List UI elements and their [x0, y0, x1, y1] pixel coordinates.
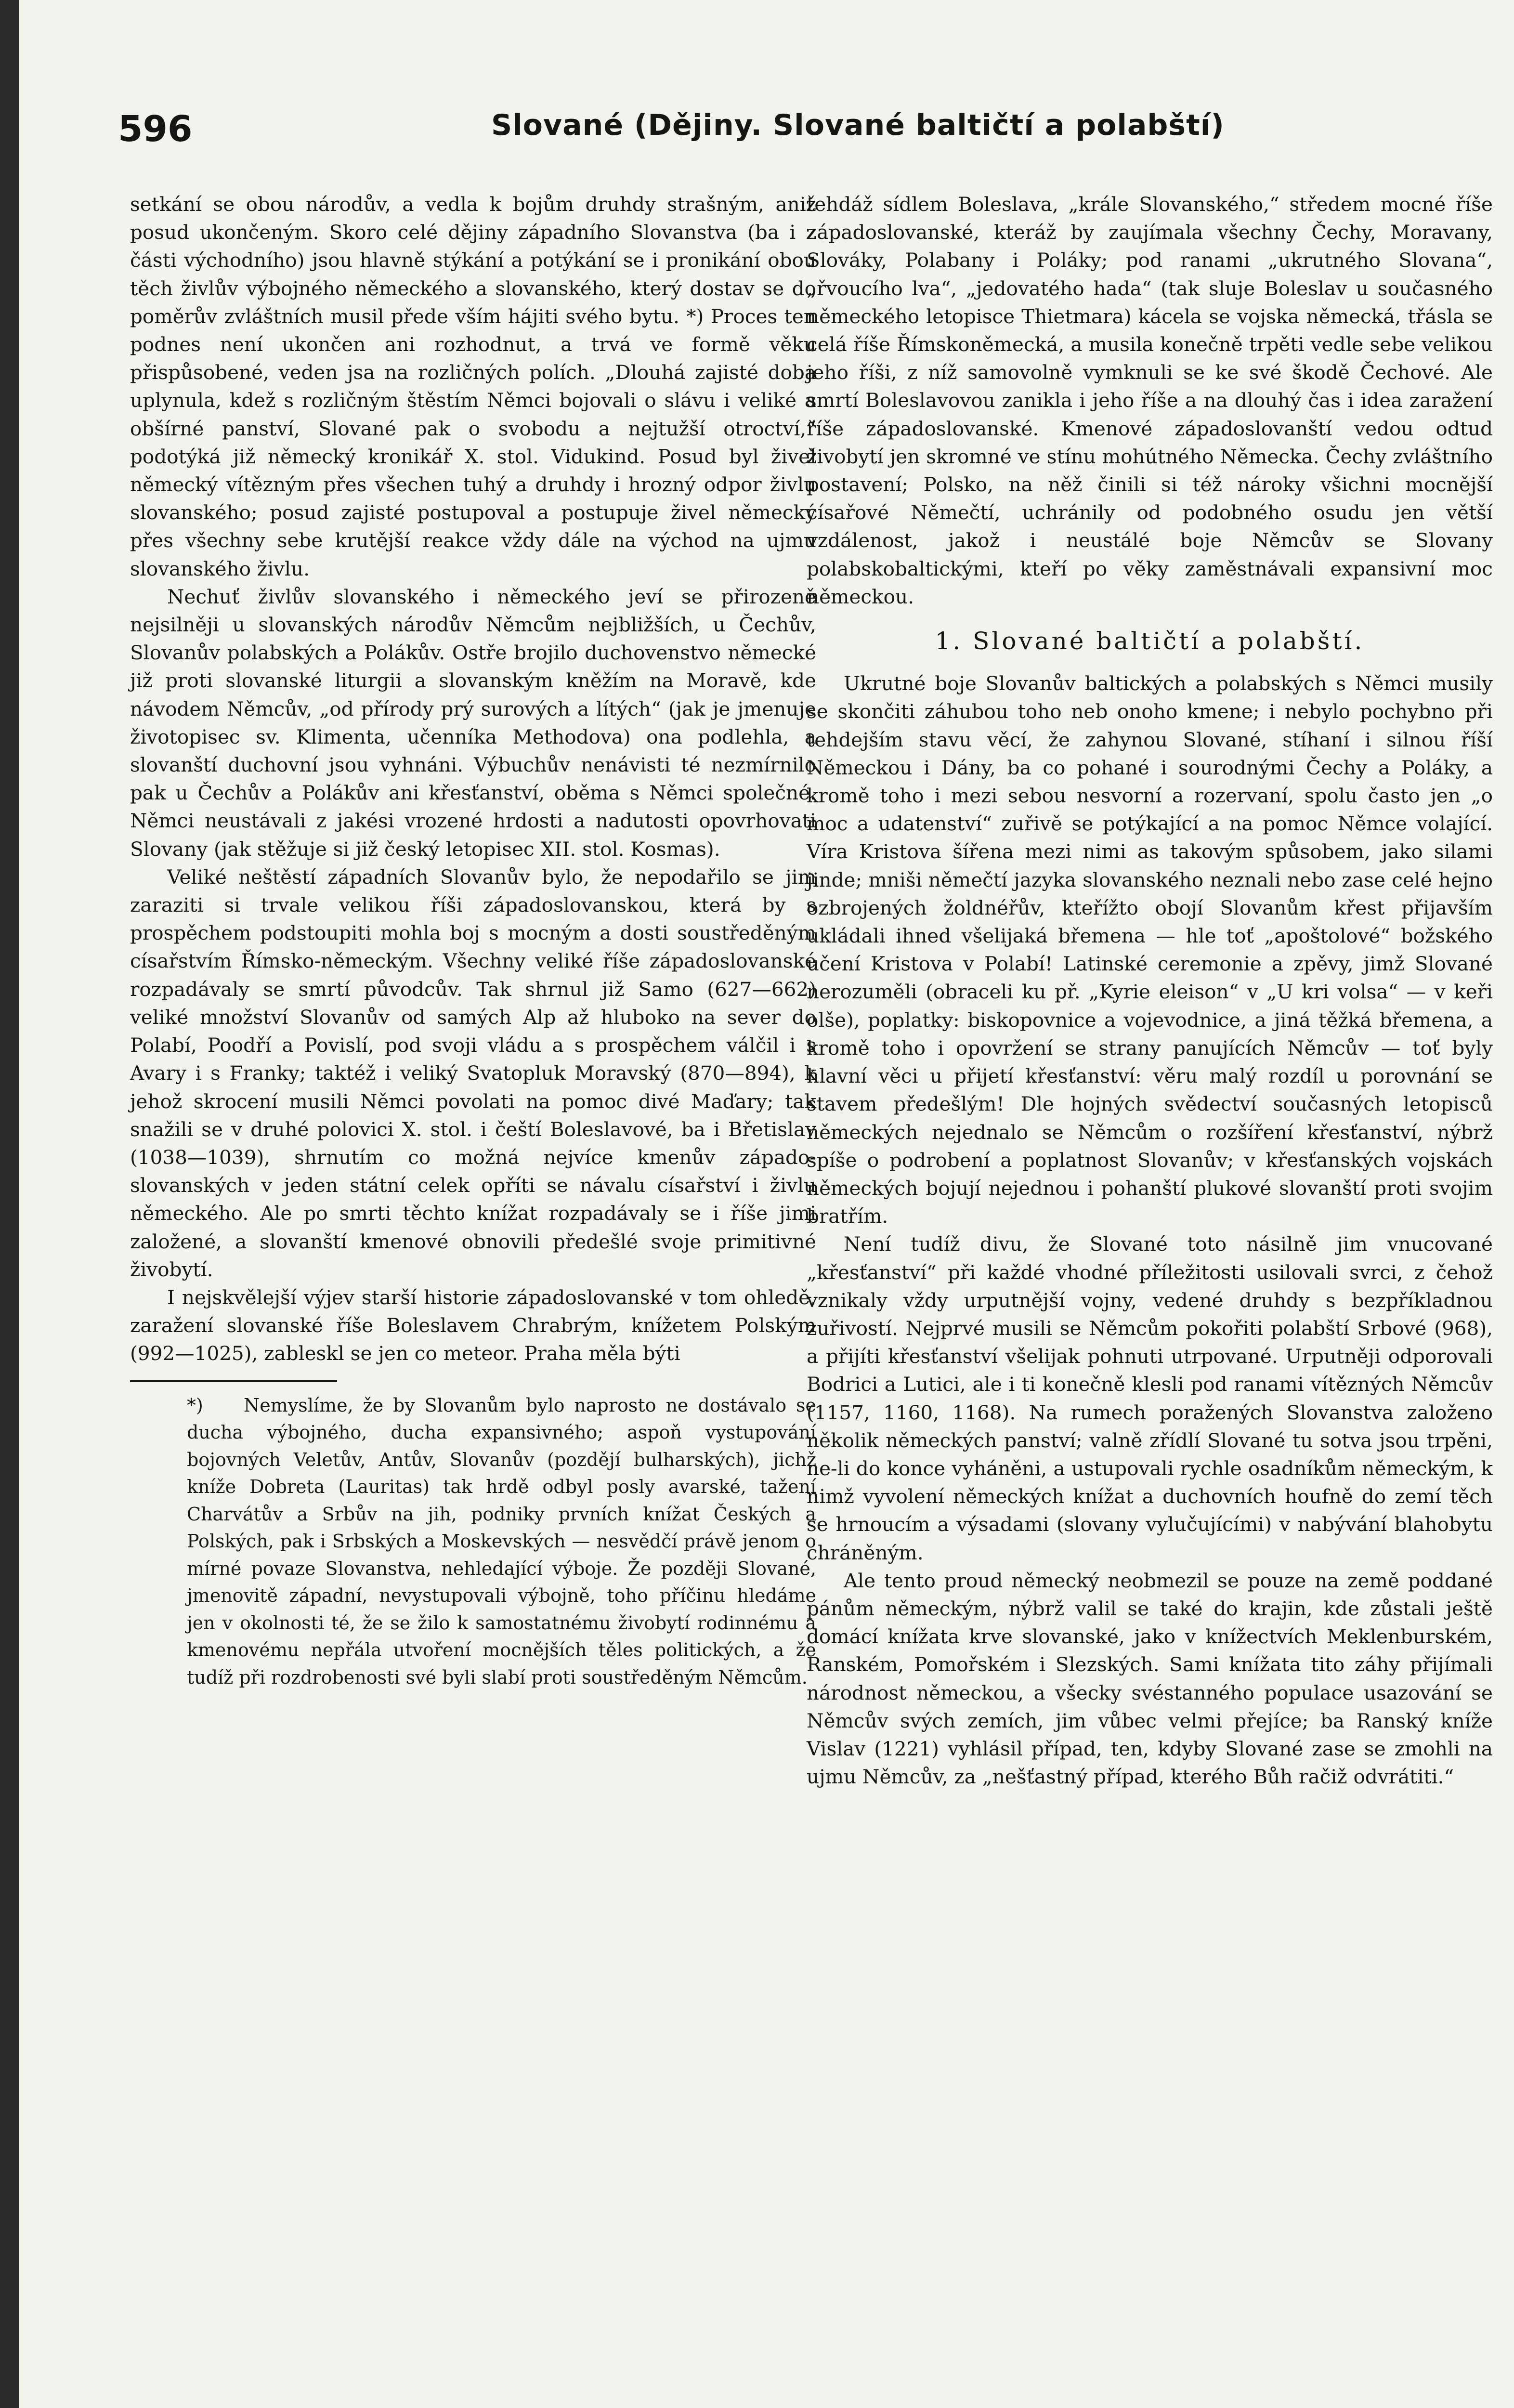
footnote-rule — [130, 1380, 337, 1382]
right-column — [807, 190, 1493, 1791]
paragraph: Ale tento proud německý neobmezil se pouze na země poddané pánům německým, nýbrž valil se také do krajin, kde zůstali ještě domácí knížata krve slovanské, jako v knížectvích Meklenburském, Ranském, Pomořském i Slezských. Sami knížata tito záhy přijímali národnost německou, a všecky svéstanného populace usazování se Němcův svých zemích, jim vůbec velmi přejíce; ba Ranský kníže Vislav (1221) vyhlásil případ, ten, kdyby Slované zase se zmohli na ujmu Němcův, za „nešťastný případ, kterého Bůh račiž odvrátiti.“ — [807, 1569, 1493, 1789]
paragraph: I nejskvělejší výjev starší historie západoslovanské v tom ohledě, zaražení slovanské říše Boleslavem Chrabrým, knížetem Polským (992—1025), zableskl se jen co meteor. Praha měla býti — [130, 1285, 816, 1365]
footnote — [130, 1392, 816, 1691]
paragraph: tehdáž sídlem Boleslava, „krále Slovanského,“ středem mocné říše západoslovanské, kteráž by zaujímala všechny Čechy, Moravany, Slováky, Polabany i Poláky; pod ranami „ukrutného Slovana“, „řvoucího lva“, „jedovatého hada“ (tak sluje Boleslav u současného německého letopisce Thietmara) kácela se vojska německá, třásla se celá říše Římskoněmecká, a musila konečně trpěti vedle sebe velikou jeho říši, z níž samovolně vymknuli se ke své škodě Čechové. Ale smrtí Boleslavovou zanikla i jeho říše a na dlouhý čas i idea zaražení říše západoslovanské. Kmenové západoslovanští vedou odtud živobytí jen skromné ve stínu mohútného Německa. Čechy zvláštního postavení; Polsko, na něž činili si též nároky všichni mocnější císařové Němečtí, uchránily od podobného osudu jen větší vzdálenost, jakož i neustálé boje Němcův se Slovany polabskobaltickými, kteří po věky zaměstnávali expansivní moc německou. — [807, 193, 1493, 608]
page-number: 596 — [118, 108, 193, 150]
footnote-text: Nemyslíme, že by Slovanům bylo naprosto ne dostávalo se ducha výbojného, ducha expansivného; aspoň vystupování bojovných Veletův, Antův, Slovanův (pozdějí bulharských), jichž kníže Dobreta (Lauritas) tak hrdě odbyl posly avarské, tažení Charvátův a Srbův na jih, podniky prvních knížat Českých a Polských, pak i Srbských a Moskevských — nesvědčí právě jenom o mírné povaze Slovanstva, nehledající výboje. Že později Slované, jmenovitě západní, nevystupovali výbojně, toho příčinu hledáme jen v okolnosti té, že se žilo k samostatnému živobytí rodinnému a kmenovému nepřála utvoření mocnějších těles politických, a že tudíž při rozdrobenosti své byli slabí proti soustředěným Němcům. — [187, 1394, 816, 1688]
footnote-mark: *) — [187, 1394, 203, 1416]
section-heading: 1. Slované baltičtí a polabští. — [935, 627, 1365, 655]
paragraph: Není tudíž divu, že Slované toto násilně jim vnucované „křesťanství“ při každé vhodné příležitosti usilovali svrci, z čehož vznikaly vždy urputnější vojny, vedené druhdy s bezpříkladnou zuřivostí. Nejprvé musili se Němcům pokořiti polabští Srbové (968), a přijíti křesťanství všelijak pohnuti utrpované. Urputněji odporovali Bodrici a Lutici, ale i ti konečně klesli pod ranami vítězných Němcův (1157, 1160, 1168). Na rumech poražených Slovanstva založeno několik německých panství; valně zřídlí Slované tu sotva jsou trpěni, ne-li do konce vyháněni, a ustupovali rychle osadníkům německým, k nimž vyvolení německých knížat a duchovních houfně do zemí těch se hrnoucím a výsadami (slovany vylučujícími) v nabývání blahobytu chráněným. — [807, 1232, 1493, 1564]
left-column — [130, 190, 816, 1691]
scan-edge-shadow — [0, 0, 19, 2408]
paragraph: Nechuť živlův slovanského i německého jeví se přirozeně nejsilněji u slovanských národův Němcům nejbližších, u Čechův, Slovanův polabských a Polákův. Ostře brojilo duchovenstvo německé již proti slovanské liturgii a slovanským kněžím na Moravě, kde návodem Němcův, „od přírody prý surových a lítých“ (jak je jmenuje životopisec sv. Klimenta, učenníka Methodova) ona podlehla, a slovanští duchovní jsou vyhnáni. Výbuchův nenávisti té nezmírnilo pak u Čechův a Polákův ani křesťanství, oběma s Němci společné. Němci neustávali z jakési vrozené hrdosti a nadutosti opovrhovati Slovany (jak stěžuje si již český letopisec XII. stol. Kosmas). — [130, 585, 816, 861]
page-header — [0, 108, 1514, 161]
running-head: Slované (Dějiny. Slované baltičtí a polabští) — [491, 108, 1225, 142]
paragraph: Ukrutné boje Slovanův baltických a polabských s Němci musily se skončiti záhubou toho neb onoho kmene; i nebylo pochybno při tehdejším stavu věcí, že zahynou Slované, stíhaní i silnou říší Německou i Dány, ba co pohané i sourodnými Čechy a Poláky, a kromě toho i mezi sebou nesvorní a rozervaní, spolu často jen „o moc a udatenství“ zuřivě se potýkající a na pomoc Němce volající. Víra Kristova šířena mezi nimi as takovým spůsobem, jako silami jinde; mniši němečtí jazyka slovanského neznali nebo zase celé hejno ozbrojených žoldnéřův, kteřížto obojí Slovanům křest přijavším ukládali ihned všelijaká břemena — hle toť „apoštolové“ božského učení Kristova v Polabí! Latinské ceremonie a zpěvy, jimž Slované nerozuměli (obraceli ku př. „Kyrie eleison“ v „U kri volsa“ — v keři olše), poplatky: biskopovnice a vojevodnice, a jiná těžká břemena, a kromě toho i opovržení se strany panujících Němcův — toť byly hlavní věci u přijetí křesťanství: věru malý rozdíl u porovnání se stavem předešlým! Dle hojných svědectví současných letopisců německých nejednalo se Němcům o rozšíření křesťanství, nýbrž spíše o podrobení a poplatnost Slovanův; v křesťanských vojskách německých bojují nejednou i pohanští plukové slovanští proti svojim bratřím. — [807, 672, 1493, 1228]
paragraph: setkání se obou národův, a vedla k bojům druhdy strašným, aniž posud ukončeným. Skoro celé dějiny západního Slovanstva (ba i z části východního) jsou hlavně stýkání a potýkání se i pronikání obou těch živlův výbojného německého a slovanského, který dostav se do poměrův zvláštních musil přede vším hájiti svého bytu. *) Proces ten podnes není ukončen ani rozhodnut, a trvá ve formě věku přispůsobené, veden jsa na rozličných polích. „Dlouhá zajisté doba uplynula, kdež s rozličným štěstím Němci bojovali o slávu i veliké a obšírné panství, Slované pak o svobodu a nejtužší otroctví,“ podotýká již německý kronikář X. stol. Vidukind. Posud byl živel německý vítězným přes všechen tuhý a druhdy i hrozný odpor živlu slovanského; posud zajisté postupoval a postupuje živel německý přes všechny sebe krutější reakce vždy dále na východ na ujmu slovanského živlu. — [130, 193, 816, 580]
paragraph: Veliké neštěstí západních Slovanův bylo, že nepodařilo se jim zaraziti si trvale velikou říši západoslovanskou, která by s prospěchem podstoupiti mohla boj s mocným a dosti soustředěným císařstvím Římsko-německým. Všechny veliké říše západoslovanské rozpadávaly se smrtí původcův. Tak shrnul již Samo (627—662) veliké množství Slovanův od samých Alp až hluboko na sever do Polabí, Poodří a Povislí, pod svoji vládu a s prospěchem válčil i s Avary i s Franky; taktéž i veliký Svatopluk Moravský (870—894), k jehož skrocení musili Němci povolati na pomoc divé Maďary; tak snažili se v druhé polovici X. stol. i čeští Boleslavové, ba i Břetislav (1038—1039), shrnutím co možná nejvíce kmenův západo-slovanských v jeden státní celek opříti se návalu císařství i živlu německého. Ale po smrti těchto knížat rozpadávaly se i říše jimi založené, a slovanští kmenové obnovili předešlé svoje primitivné živobytí. — [130, 865, 816, 1281]
